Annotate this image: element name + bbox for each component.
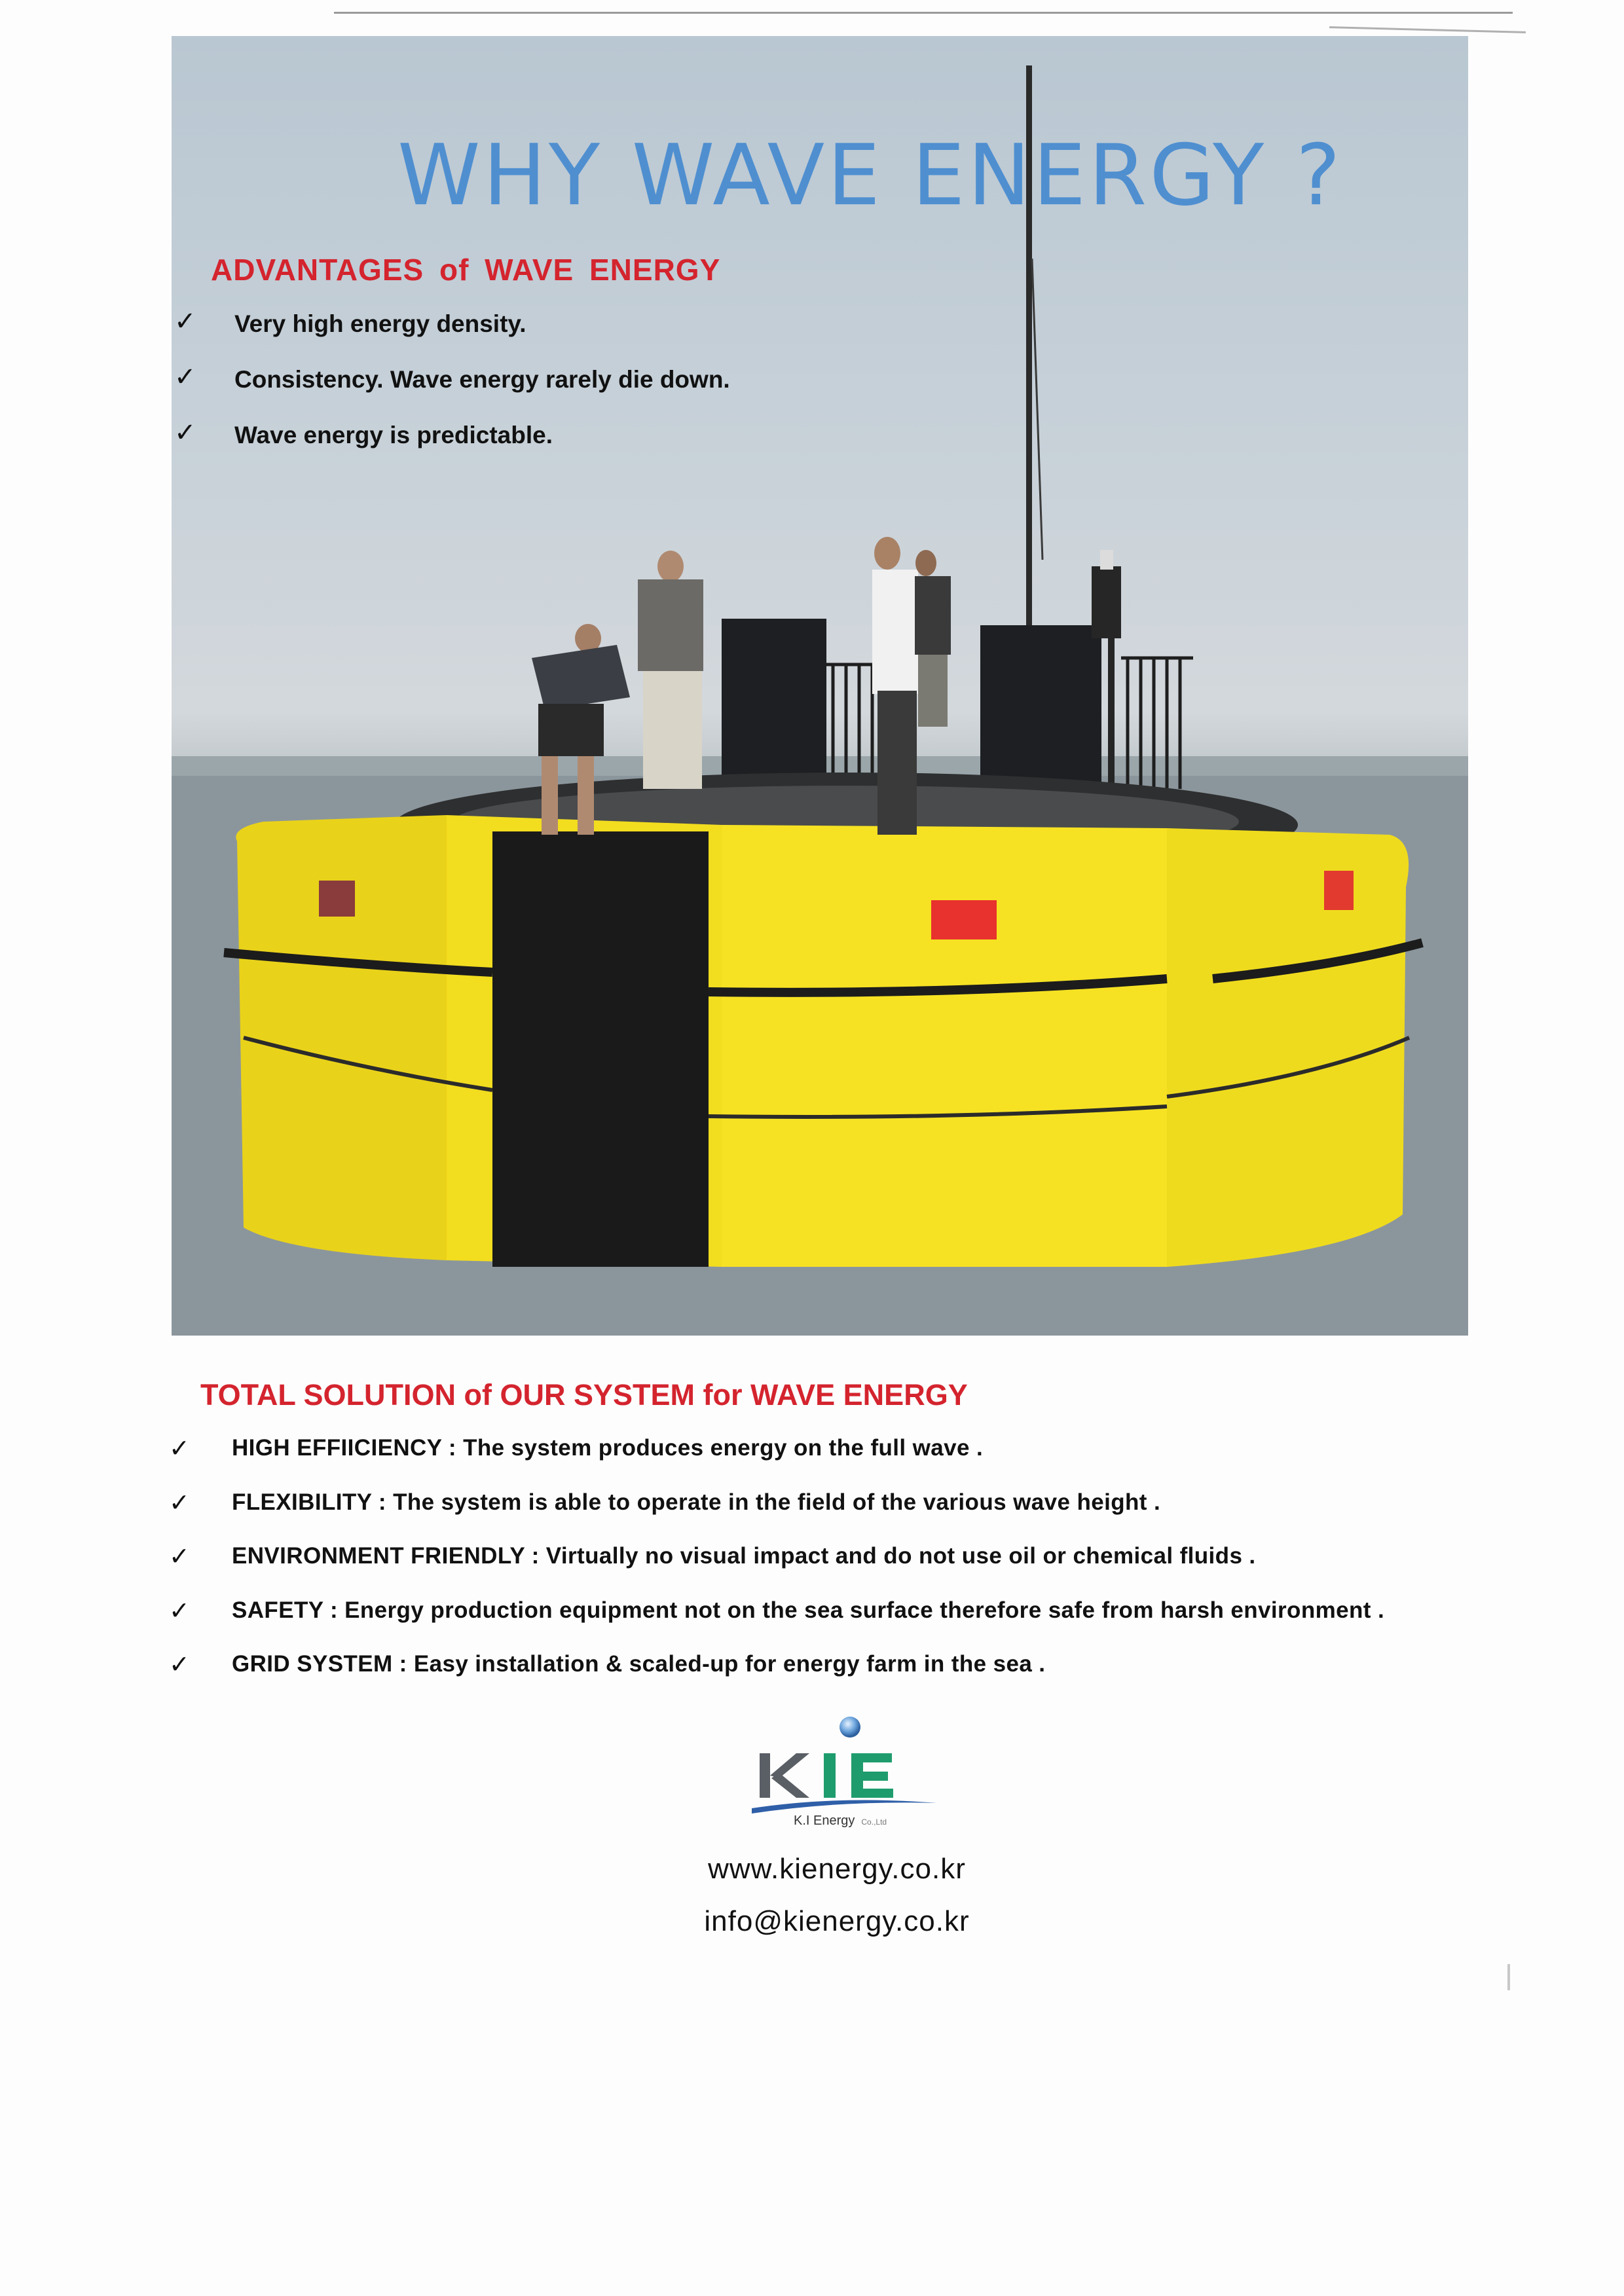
solution-text: GRID SYSTEM : Easy installation & scaled-up for energy farm in the sea . — [232, 1651, 1046, 1677]
page-title: WHY WAVE ENERGY ? — [397, 127, 1343, 225]
scan-mark — [1507, 1964, 1510, 1990]
checkmark-icon: ✓ — [174, 362, 196, 392]
buoy-scene-illustration — [172, 36, 1468, 1336]
checkmark-icon: ✓ — [169, 1434, 190, 1463]
wave-energy-buoy-photo — [172, 36, 1468, 1336]
advantages-heading: ADVANTAGES of WAVE ENERGY — [211, 253, 721, 287]
scan-edge-line — [1329, 26, 1526, 33]
solution-heading: TOTAL SOLUTION of OUR SYSTEM for WAVE ENERGY — [200, 1378, 968, 1412]
solution-text: SAFETY : Energy production equipment not on the sea surface therefore safe from harsh environment . — [232, 1597, 1385, 1623]
advantage-text: Very high energy density. — [234, 310, 526, 337]
checkmark-icon: ✓ — [169, 1595, 190, 1625]
solution-text: HIGH EFFIICIENCY : The system produces energy on the full wave . — [232, 1435, 984, 1461]
advantage-text: Consistency. Wave energy rarely die down. — [234, 366, 730, 393]
checkmark-icon: ✓ — [169, 1487, 190, 1517]
solution-text: FLEXIBILITY : The system is able to operate in the field of the various wave height . — [232, 1489, 1161, 1515]
checkmark-icon: ✓ — [174, 418, 196, 448]
solution-text: ENVIRONMENT FRIENDLY : Virtually no visual impact and do not use oil or chemical fluids . — [232, 1543, 1256, 1569]
email-link[interactable]: info@kienergy.co.kr — [704, 1905, 970, 1937]
company-suffix: Co.,Ltd — [861, 1817, 887, 1827]
checkmark-icon: ✓ — [174, 306, 196, 337]
checkmark-icon: ✓ — [169, 1650, 190, 1679]
company-name — [794, 1813, 887, 1829]
advantage-text: Wave energy is predictable. — [234, 422, 553, 448]
company-name-text: K.I Energy — [794, 1813, 855, 1828]
website-link[interactable]: www.kienergy.co.kr — [708, 1853, 966, 1885]
scan-edge-line — [334, 12, 1513, 14]
checkmark-icon: ✓ — [169, 1542, 190, 1571]
